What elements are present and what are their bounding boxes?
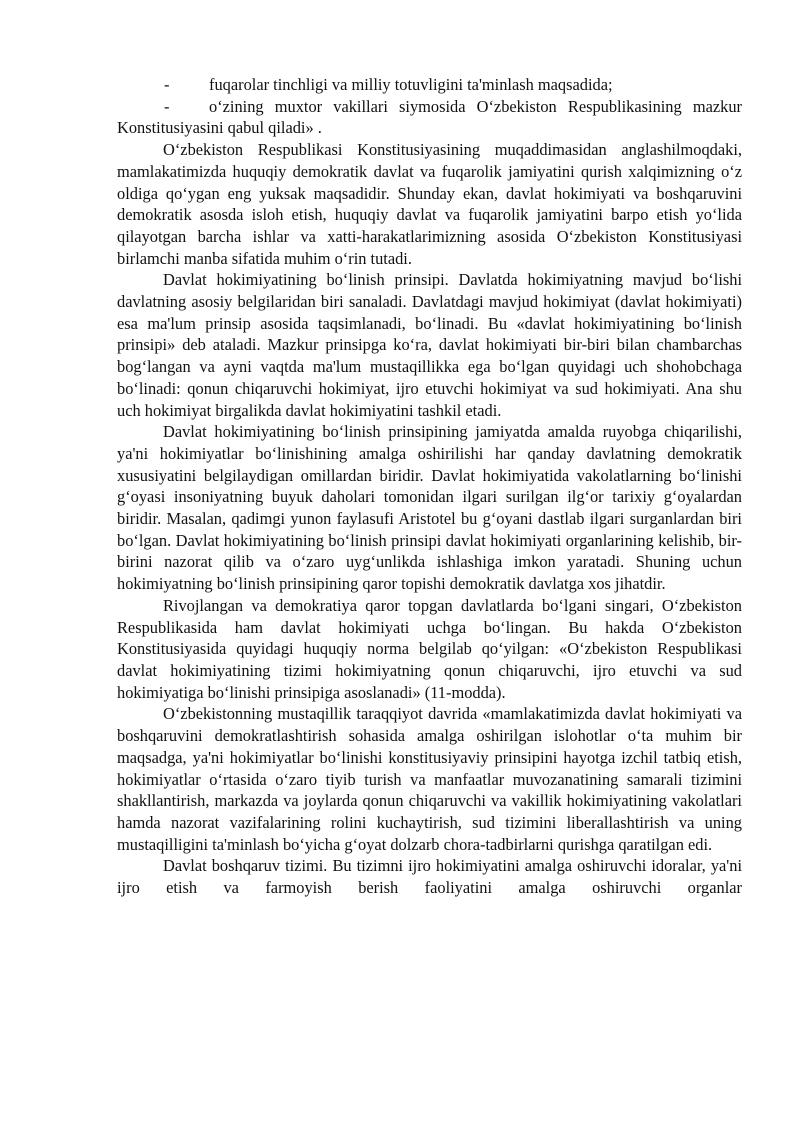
- paragraph: O‘zbekistonning mustaqillik taraqqiyot davrida «mamlakatimizda davlat hokimiyati va boshqaruvini demokratlashtirish sohasida amalga oshirilgan islohotlar o‘ta muhim bir maqsadga, ya'ni hokimiyatlar bo‘linishi konstitusiyaviy prinsipini hayotga izchil tatbiq etish, hokimiyatlar o‘rtasida o‘zaro tiyib turish va manfaatlar muvozanatining samarali tizimini shakllantirish, markazda va joylarda qonun chiqaruvchi va vakillik hokimiyatining vakolatlari hamda nazorat vazifalarining rolini kuchaytirish, sud tizimini liberallashtirish va uning mustaqilligini ta'minlash bo‘yicha g‘oyat dolzarb chora-tadbirlarni qurishga qaratilgan edi.: [117, 704, 742, 854]
- paragraph: O‘zbekiston Respublikasi Konstitusiyasining muqaddimasidan anglashilmoqdaki, mamlakatimizda huquqiy demokratik davlat va fuqarolik jamiyatini qurish xalqimizning o‘z oldiga qo‘ygan eng yuksak maqsadidir. Shunday ekan, davlat hokimiyati va boshqaruvini demokratik asosda isloh etish, huquqiy davlat va fuqarolik jamiyatini barpo etish yo‘lida qilayotgan barcha ishlar va xatti-harakatlarimizning asosida O‘zbekiston Konstitusiyasi birlamchi manba sifatida muhim o‘rin tutadi.: [117, 140, 742, 268]
- bullet-text: fuqarolar tinchligi va milliy totuvligini ta'minlash maqsadida;: [209, 75, 613, 94]
- bullet-dash: -: [164, 75, 170, 94]
- document-page: [117, 74, 742, 899]
- paragraph: Rivojlangan va demokratiya qaror topgan davlatlarda bo‘lgani singari, O‘zbekiston Respublikasida ham davlat hokimiyati uchga bo‘lingan. Bu hakda O‘zbekiston Konstitusiyasida quyidagi huquqiy norma belgilab qo‘yilgan: «O‘zbekiston Respublikasi davlat hokimiyatining tizimi hokimiyatning qonun chiqaruvchi, ijro etuvchi va sud hokimiyatiga bo‘linishi prinsipiga asoslanadi» (11-modda).: [117, 595, 742, 702]
- paragraph: Davlat hokimiyatining bo‘linish prinsipining jamiyatda amalda ruyobga chiqarilishi, ya'ni hokimiyatlar bo‘linishining amalga oshirilishi har qanday davlatning demokratik xususiyatini belgilaydigan omillardan biridir. Davlat hokimiyatida vakolatlarning bo‘linishi g‘oyasi insoniyatning buyuk daholari tomonidan ilgari surilgan ilg‘or tarixiy g‘oyalardan biridir. Masalan, qadimgi yunon faylasufi Aristotel bu g‘oyani dastlab ilgari surganlardan biri bo‘lgan. Davlat hokimiyatining bo‘linish prinsipi davlat hokimiyati organlarining kelishib, bir-birini nazorat qilib va o‘zaro uyg‘unlikda ishlashiga imkon yaratadi. Shuning uchun hokimiyatning bo‘linish prinsipining qaror topishi demokratik davlatga xos jihatdir.: [117, 422, 742, 594]
- bullet-item: [117, 74, 742, 96]
- bullet-text: o‘zining muxtor vakillari siymosida O‘zbekiston Respublikasining mazkur Konstitusiyasini qabul qiladi» .: [117, 96, 742, 138]
- paragraph: Davlat hokimiyatining bo‘linish prinsipi. Davlatda hokimiyatning mavjud bo‘lishi davlatning asosiy belgilaridan biri sanaladi. Davlatdagi mavjud hokimiyat (davlat hokimiyati) esa ma'lum prinsip asosida taqsimlanadi, bo‘linadi. Bu «davlat hokimiyatining bo‘linish prinsipi» deb ataladi. Mazkur prinsipga ko‘ra, davlat hokimiyati bir-biri bilan chambarchas bog‘langan va ayni vaqtda ma'lum mustaqillikka ega bo‘lgan quyidagi uch shohobchaga bo‘linadi: qonun chiqaruvchi hokimiyat, ijro etuvchi hokimiyat va sud hokimiyati. Ana shu uch hokimiyat birgalikda davlat hokimiyatini tashkil etadi.: [117, 270, 742, 420]
- bullet-dash: -: [164, 96, 170, 116]
- bullet-item: [117, 96, 742, 139]
- paragraph: Davlat boshqaruv tizimi. Bu tizimni ijro hokimiyatini amalga oshiruvchi idoralar, ya'ni ijro etish va farmoyish berish faoliyatini amalga oshiruvchi organlar: [117, 856, 742, 898]
